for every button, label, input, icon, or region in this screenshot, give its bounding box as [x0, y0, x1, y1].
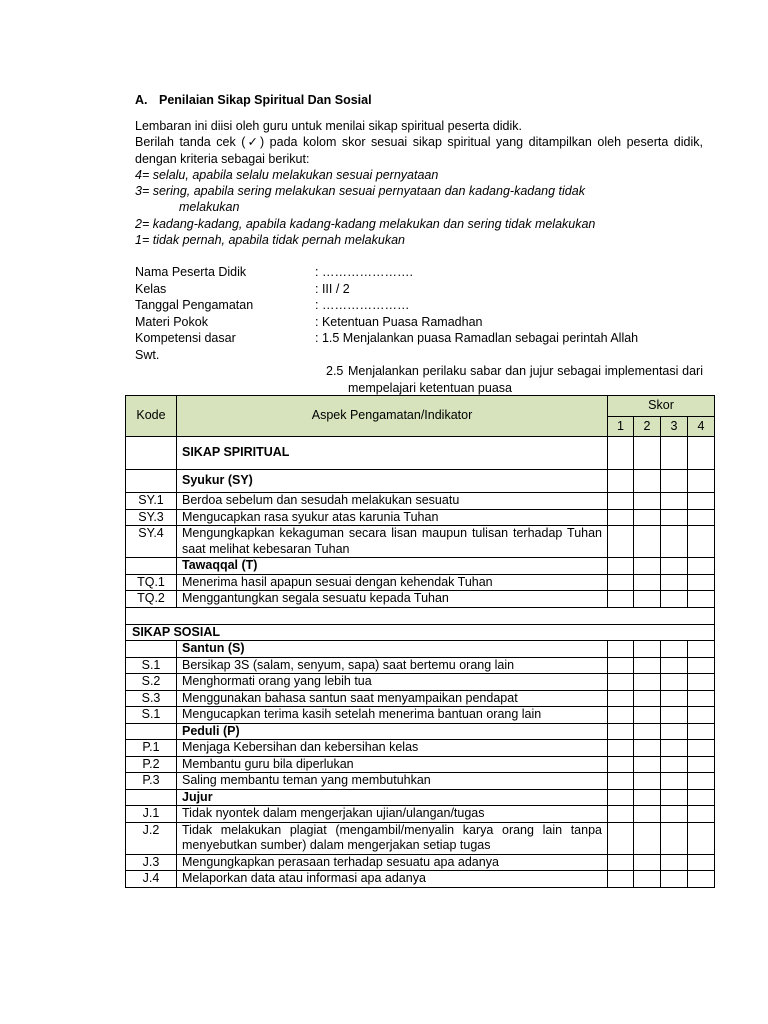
- row-code: J.3: [126, 854, 177, 871]
- row-indicator: Menghormati orang yang lebih tua: [177, 674, 608, 691]
- kd2-row: [326, 363, 703, 396]
- tawaqqal-title: Tawaqqal (T): [177, 558, 608, 575]
- row-code: P.1: [126, 740, 177, 757]
- section-number: A.: [135, 93, 148, 107]
- score-cell[interactable]: [608, 789, 634, 806]
- score-cell[interactable]: [661, 470, 688, 493]
- score-cell[interactable]: [661, 509, 688, 526]
- score-cell[interactable]: [688, 526, 715, 558]
- score-cell[interactable]: [608, 493, 634, 510]
- tanggal-row: [135, 297, 703, 314]
- row-indicator: Menggunakan bahasa santun saat menyampaikan pendapat: [177, 690, 608, 707]
- row-indicator: Tidak nyontek dalam mengerjakan ujian/ulangan/tugas: [177, 806, 608, 823]
- score-cell[interactable]: [688, 806, 715, 823]
- row-indicator: Mengucapkan rasa syukur atas karunia Tuhan: [177, 509, 608, 526]
- assessment-table: [125, 395, 715, 888]
- score-cell[interactable]: [634, 822, 661, 854]
- score-cell[interactable]: [634, 437, 661, 470]
- score-cell[interactable]: [634, 526, 661, 558]
- score-cell[interactable]: [634, 806, 661, 823]
- score-cell[interactable]: [688, 641, 715, 658]
- row-indicator: Menggantungkan segala sesuatu kepada Tuhan: [177, 591, 608, 608]
- criteria-1: 1= tidak pernah, apabila tidak pernah melakukan: [135, 233, 405, 248]
- score-cell[interactable]: [688, 822, 715, 854]
- score-cell[interactable]: [608, 574, 634, 591]
- score-cell[interactable]: [688, 470, 715, 493]
- table-row: [126, 822, 715, 854]
- score-cell[interactable]: [608, 641, 634, 658]
- score-cell[interactable]: [634, 641, 661, 658]
- score-cell[interactable]: [661, 493, 688, 510]
- score-cell[interactable]: [634, 591, 661, 608]
- score-cell[interactable]: [608, 674, 634, 691]
- row-code: SY.4: [126, 526, 177, 558]
- table-cell: [126, 641, 177, 658]
- santun-title: Santun (S): [177, 641, 608, 658]
- criteria-4: 4= selalu, apabila selalu melakukan sesuai pernyataan: [135, 167, 439, 182]
- score-cell[interactable]: [634, 574, 661, 591]
- score-cell[interactable]: [661, 773, 688, 790]
- kompetensi-label: Kompetensi dasar: [135, 331, 236, 345]
- score-cell[interactable]: [661, 789, 688, 806]
- header-kode: Kode: [126, 396, 177, 437]
- score-cell[interactable]: [661, 657, 688, 674]
- score-cell[interactable]: [634, 558, 661, 575]
- spiritual-section-row: [126, 437, 715, 470]
- score-cell[interactable]: [688, 740, 715, 757]
- score-cell[interactable]: [661, 707, 688, 724]
- table-row: [126, 493, 715, 510]
- row-indicator: Bersikap 3S (salam, senyum, sapa) saat bertemu orang lain: [177, 657, 608, 674]
- row-indicator: Membantu guru bila diperlukan: [177, 756, 608, 773]
- score-cell[interactable]: [608, 690, 634, 707]
- score-cell[interactable]: [608, 558, 634, 575]
- table-row: [126, 657, 715, 674]
- criteria-2: 2= kadang-kadang, apabila kadang-kadang melakukan dan sering tidak melakukan: [135, 216, 596, 231]
- spiritual-title: SIKAP SPIRITUAL: [177, 437, 608, 470]
- score-cell[interactable]: [634, 707, 661, 724]
- score-cell[interactable]: [634, 509, 661, 526]
- kompetensi-cont: Swt.: [135, 347, 160, 362]
- table-row: [126, 526, 715, 558]
- score-cell[interactable]: [608, 854, 634, 871]
- header-score-1: 1: [608, 416, 634, 437]
- score-cell[interactable]: [661, 674, 688, 691]
- score-cell[interactable]: [688, 789, 715, 806]
- table-cell: [126, 437, 177, 470]
- score-cell[interactable]: [688, 509, 715, 526]
- section-heading: [135, 93, 372, 107]
- score-cell[interactable]: [608, 526, 634, 558]
- row-code: P.3: [126, 773, 177, 790]
- score-cell[interactable]: [634, 690, 661, 707]
- score-cell[interactable]: [608, 591, 634, 608]
- row-indicator: Saling membantu teman yang membutuhkan: [177, 773, 608, 790]
- score-cell[interactable]: [608, 509, 634, 526]
- santun-group-row: [126, 641, 715, 658]
- table-row: [126, 591, 715, 608]
- score-cell[interactable]: [688, 773, 715, 790]
- table-row: [126, 773, 715, 790]
- peduli-title: Peduli (P): [177, 723, 608, 740]
- table-cell: [126, 558, 177, 575]
- row-code: S.2: [126, 674, 177, 691]
- row-indicator: Mengucapkan terima kasih setelah menerima bantuan orang lain: [177, 707, 608, 724]
- peduli-group-row: [126, 723, 715, 740]
- header-skor: Skor: [608, 396, 715, 417]
- score-cell[interactable]: [608, 723, 634, 740]
- tanggal-value: : …………………: [315, 298, 410, 312]
- score-cell[interactable]: [688, 854, 715, 871]
- score-cell[interactable]: [608, 773, 634, 790]
- score-cell[interactable]: [688, 591, 715, 608]
- spacer-row: [126, 607, 715, 624]
- row-code: S.3: [126, 690, 177, 707]
- header-aspek: Aspek Pengamatan/Indikator: [177, 396, 608, 437]
- materi-value: : Ketentuan Puasa Ramadhan: [315, 314, 483, 329]
- kd2-text: Menjalankan perilaku sabar dan jujur sebagai implementasi dari mempelajari ketentuan puasa: [348, 364, 703, 395]
- score-cell[interactable]: [608, 822, 634, 854]
- score-cell[interactable]: [634, 493, 661, 510]
- score-cell[interactable]: [634, 773, 661, 790]
- score-cell[interactable]: [634, 756, 661, 773]
- row-code: SY.1: [126, 493, 177, 510]
- nama-value: : ………………….: [315, 265, 413, 279]
- score-cell[interactable]: [608, 470, 634, 493]
- table-cell: [126, 470, 177, 493]
- score-cell[interactable]: [661, 822, 688, 854]
- score-cell[interactable]: [688, 437, 715, 470]
- kelas-value: : III / 2: [315, 281, 350, 296]
- score-cell[interactable]: [661, 641, 688, 658]
- kompetensi-row: [135, 330, 703, 347]
- score-cell[interactable]: [634, 854, 661, 871]
- score-cell[interactable]: [661, 591, 688, 608]
- row-indicator: Tidak melakukan plagiat (mengambil/menyalin karya orang lain tanpa menyebutkan sumber) dalam mengerjakan setiap tugas: [177, 822, 608, 854]
- score-cell[interactable]: [688, 871, 715, 888]
- score-cell[interactable]: [688, 707, 715, 724]
- score-cell[interactable]: [608, 437, 634, 470]
- score-cell[interactable]: [688, 690, 715, 707]
- score-cell[interactable]: [608, 657, 634, 674]
- score-cell[interactable]: [661, 723, 688, 740]
- jujur-group-row: [126, 789, 715, 806]
- sosial-title: SIKAP SOSIAL: [126, 624, 715, 641]
- score-cell[interactable]: [634, 657, 661, 674]
- nama-label: Nama Peserta Didik: [135, 265, 247, 279]
- score-cell[interactable]: [634, 740, 661, 757]
- criteria-3-cont: melakukan: [179, 200, 240, 215]
- syukur-title: Syukur (SY): [177, 470, 608, 493]
- score-cell[interactable]: [608, 756, 634, 773]
- score-cell[interactable]: [634, 674, 661, 691]
- table-row: [126, 674, 715, 691]
- instruction-line-1: Lembaran ini diisi oleh guru untuk menilai sikap spiritual peserta didik.: [135, 119, 523, 133]
- row-code: P.2: [126, 756, 177, 773]
- score-cell[interactable]: [661, 690, 688, 707]
- instruction-line-2: Berilah tanda cek (✓) pada kolom skor sesuai sikap spiritual yang ditampilkan oleh peserta didik, dengan kriteria sebagai berikut:: [135, 135, 703, 166]
- table-row: [126, 740, 715, 757]
- score-cell[interactable]: [688, 723, 715, 740]
- table-row: [126, 854, 715, 871]
- nama-row: [135, 264, 703, 281]
- kd2-number: 2.5: [326, 364, 344, 378]
- table-cell: [126, 789, 177, 806]
- score-cell[interactable]: [661, 740, 688, 757]
- row-code: J.2: [126, 822, 177, 854]
- kelas-row: [135, 281, 703, 298]
- header-score-4: 4: [688, 416, 715, 437]
- materi-row: [135, 314, 703, 331]
- score-cell[interactable]: [661, 871, 688, 888]
- score-cell[interactable]: [634, 871, 661, 888]
- score-cell[interactable]: [661, 854, 688, 871]
- score-cell[interactable]: [661, 526, 688, 558]
- score-cell[interactable]: [688, 756, 715, 773]
- row-indicator: Berdoa sebelum dan sesudah melakukan sesuatu: [177, 493, 608, 510]
- score-cell[interactable]: [661, 558, 688, 575]
- table-row: [126, 806, 715, 823]
- table-cell: [126, 723, 177, 740]
- table-row: [126, 509, 715, 526]
- row-indicator: Menerima hasil apapun sesuai dengan kehendak Tuhan: [177, 574, 608, 591]
- score-cell[interactable]: [608, 871, 634, 888]
- score-cell[interactable]: [634, 723, 661, 740]
- header-score-2: 2: [634, 416, 661, 437]
- row-indicator: Mengungkapkan perasaan terhadap sesuatu apa adanya: [177, 854, 608, 871]
- score-cell[interactable]: [634, 789, 661, 806]
- row-code: TQ.2: [126, 591, 177, 608]
- score-cell[interactable]: [661, 806, 688, 823]
- score-cell[interactable]: [661, 437, 688, 470]
- row-indicator: Melaporkan data atau informasi apa adanya: [177, 871, 608, 888]
- row-code: J.1: [126, 806, 177, 823]
- sosial-section-row: [126, 624, 715, 641]
- table-row: [126, 756, 715, 773]
- score-cell[interactable]: [688, 674, 715, 691]
- score-cell[interactable]: [661, 756, 688, 773]
- criteria-3: 3= sering, apabila sering melakukan sesuai pernyataan dan kadang-kadang tidak: [135, 184, 585, 199]
- row-code: TQ.1: [126, 574, 177, 591]
- table-row: [126, 690, 715, 707]
- score-cell[interactable]: [688, 657, 715, 674]
- score-cell[interactable]: [634, 470, 661, 493]
- row-code: S.1: [126, 707, 177, 724]
- score-cell[interactable]: [661, 574, 688, 591]
- tanggal-label: Tanggal Pengamatan: [135, 298, 254, 312]
- table-row: [126, 574, 715, 591]
- table-row: [126, 707, 715, 724]
- score-cell[interactable]: [688, 574, 715, 591]
- identity-block: [135, 264, 703, 396]
- kompetensi-value: : 1.5 Menjalankan puasa Ramadlan sebagai perintah Allah: [315, 331, 639, 345]
- kelas-label: Kelas: [135, 281, 167, 296]
- tawaqqal-group-row: [126, 558, 715, 575]
- header-score-3: 3: [661, 416, 688, 437]
- row-code: SY.3: [126, 509, 177, 526]
- jujur-title: Jujur: [177, 789, 608, 806]
- row-indicator: Menjaga Kebersihan dan kebersihan kelas: [177, 740, 608, 757]
- score-cell[interactable]: [608, 806, 634, 823]
- row-indicator: Mengungkapkan kekaguman secara lisan maupun tulisan terhadap Tuhan saat melihat kebesaran Tuhan: [177, 526, 608, 558]
- table-row: [126, 871, 715, 888]
- score-cell[interactable]: [688, 493, 715, 510]
- syukur-group-row: [126, 470, 715, 493]
- row-code: S.1: [126, 657, 177, 674]
- score-cell[interactable]: [688, 558, 715, 575]
- score-cell[interactable]: [608, 740, 634, 757]
- row-code: J.4: [126, 871, 177, 888]
- section-title: Penilaian Sikap Spiritual Dan Sosial: [159, 93, 372, 107]
- table-cell: [126, 607, 715, 624]
- instructions: [135, 118, 703, 248]
- score-cell[interactable]: [608, 707, 634, 724]
- materi-label: Materi Pokok: [135, 314, 208, 329]
